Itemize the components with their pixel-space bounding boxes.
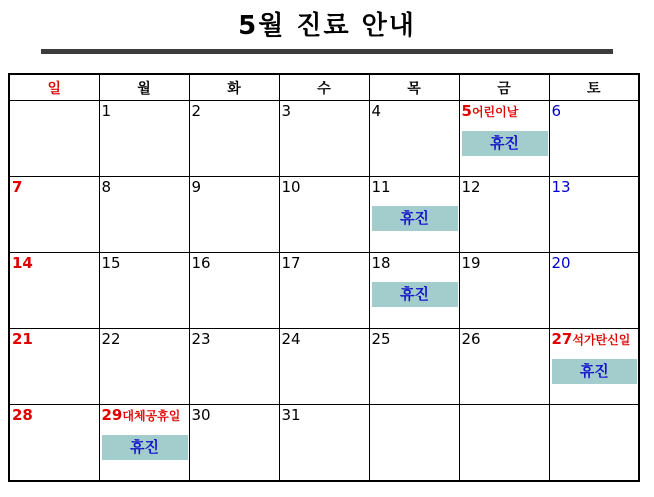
calendar-day-cell (279, 177, 369, 253)
calendar-empty-cell (9, 101, 99, 177)
calendar-empty-cell (369, 405, 459, 482)
closed-badge: 휴진 (552, 359, 638, 384)
day-header-thursday: 목 (369, 74, 459, 101)
date-number: 25 (371, 330, 391, 348)
date-line (12, 178, 98, 196)
date-number: 22 (101, 330, 121, 348)
date-number: 1 (101, 102, 112, 120)
day-header-wednesday: 수 (279, 74, 369, 101)
date-number: 23 (191, 330, 211, 348)
date-number: 12 (461, 178, 481, 196)
calendar-day-cell (189, 177, 279, 253)
calendar-day-cell (189, 329, 279, 405)
calendar-day-cell (99, 177, 189, 253)
date-number: 5 (461, 102, 472, 120)
date-number: 2 (191, 102, 202, 120)
date-line (192, 330, 278, 348)
date-line (552, 254, 638, 272)
date-number: 21 (12, 330, 33, 348)
date-line (282, 330, 368, 348)
date-number: 20 (551, 254, 571, 272)
closed-badge: 휴진 (462, 131, 548, 156)
date-number: 10 (281, 178, 301, 196)
calendar-day-cell (9, 177, 99, 253)
calendar-day-cell (9, 405, 99, 482)
calendar-empty-cell (549, 405, 639, 482)
page-title: 5월 진료 안내 (238, 11, 416, 41)
date-line (462, 102, 548, 121)
date-number: 6 (551, 102, 562, 120)
calendar-header-row (9, 74, 639, 101)
date-line (282, 102, 368, 120)
date-number: 26 (461, 330, 481, 348)
date-line (552, 330, 638, 349)
day-header-monday: 월 (99, 74, 189, 101)
date-line (372, 102, 458, 120)
day-header-tuesday: 화 (189, 74, 279, 101)
date-number: 30 (191, 406, 211, 424)
date-line (192, 406, 278, 424)
calendar-week-row (9, 177, 639, 253)
calendar-day-cell (279, 329, 369, 405)
date-number: 13 (551, 178, 571, 196)
calendar-day-cell (369, 101, 459, 177)
date-line (552, 178, 638, 196)
closed-badge: 휴진 (372, 282, 458, 307)
date-number: 8 (101, 178, 112, 196)
date-number: 18 (371, 254, 391, 272)
calendar-week-row (9, 101, 639, 177)
calendar-day-cell (369, 329, 459, 405)
date-number: 7 (12, 178, 23, 196)
calendar-day-cell (189, 253, 279, 329)
date-line (372, 178, 458, 196)
calendar-header (9, 74, 639, 101)
date-line (102, 102, 188, 120)
calendar-day-cell (99, 405, 189, 482)
date-number: 29 (101, 406, 123, 424)
title-divider (41, 49, 613, 54)
date-line (192, 254, 278, 272)
calendar-day-cell (549, 329, 639, 405)
calendar-day-cell (459, 177, 549, 253)
closed-badge: 휴진 (372, 206, 458, 231)
date-line (462, 178, 548, 196)
holiday-name: 석가탄신일 (572, 333, 631, 347)
date-number: 17 (281, 254, 301, 272)
date-number: 31 (281, 406, 301, 424)
day-header-friday: 금 (459, 74, 549, 101)
calendar-day-cell (9, 329, 99, 405)
calendar-day-cell (459, 101, 549, 177)
calendar-day-cell (279, 101, 369, 177)
calendar-day-cell (189, 101, 279, 177)
day-header-saturday: 토 (549, 74, 639, 101)
date-line (282, 178, 368, 196)
date-number: 27 (551, 330, 573, 348)
calendar-day-cell (279, 253, 369, 329)
calendar-day-cell (459, 253, 549, 329)
calendar-day-cell (189, 405, 279, 482)
date-number: 15 (101, 254, 121, 272)
date-number: 14 (12, 254, 33, 272)
calendar-day-cell (369, 177, 459, 253)
calendar-week-row (9, 405, 639, 482)
calendar-day-cell (369, 253, 459, 329)
date-line (462, 330, 548, 348)
date-line (12, 254, 98, 272)
date-line (12, 330, 98, 348)
calendar-day-cell (99, 253, 189, 329)
calendar-body (9, 101, 639, 482)
date-number: 28 (12, 406, 33, 424)
date-number: 11 (371, 178, 391, 196)
date-line (372, 254, 458, 272)
calendar-day-cell (99, 101, 189, 177)
date-line (102, 406, 188, 425)
date-number: 19 (461, 254, 481, 272)
calendar-day-cell (459, 329, 549, 405)
date-number: 24 (281, 330, 301, 348)
calendar-week-row (9, 329, 639, 405)
day-header-sunday: 일 (9, 74, 99, 101)
date-line (12, 406, 98, 424)
date-line (282, 406, 368, 424)
calendar-day-cell (549, 177, 639, 253)
calendar-day-cell (549, 101, 639, 177)
calendar-day-cell (279, 405, 369, 482)
holiday-name: 어린이날 (471, 105, 519, 119)
calendar-empty-cell (459, 405, 549, 482)
date-number: 16 (191, 254, 211, 272)
date-line (462, 254, 548, 272)
date-line (282, 254, 368, 272)
date-line (192, 178, 278, 196)
date-line (102, 330, 188, 348)
calendar-day-cell (549, 253, 639, 329)
date-line (552, 102, 638, 120)
calendar-day-cell (99, 329, 189, 405)
holiday-name: 대체공휴일 (122, 409, 181, 423)
calendar-week-row (9, 253, 639, 329)
calendar-day-cell (9, 253, 99, 329)
date-line (102, 178, 188, 196)
date-number: 3 (281, 102, 292, 120)
date-number: 4 (371, 102, 382, 120)
date-line (192, 102, 278, 120)
date-line (372, 330, 458, 348)
closed-badge: 휴진 (102, 435, 188, 460)
date-line (102, 254, 188, 272)
date-number: 9 (191, 178, 202, 196)
calendar-table (8, 73, 640, 482)
